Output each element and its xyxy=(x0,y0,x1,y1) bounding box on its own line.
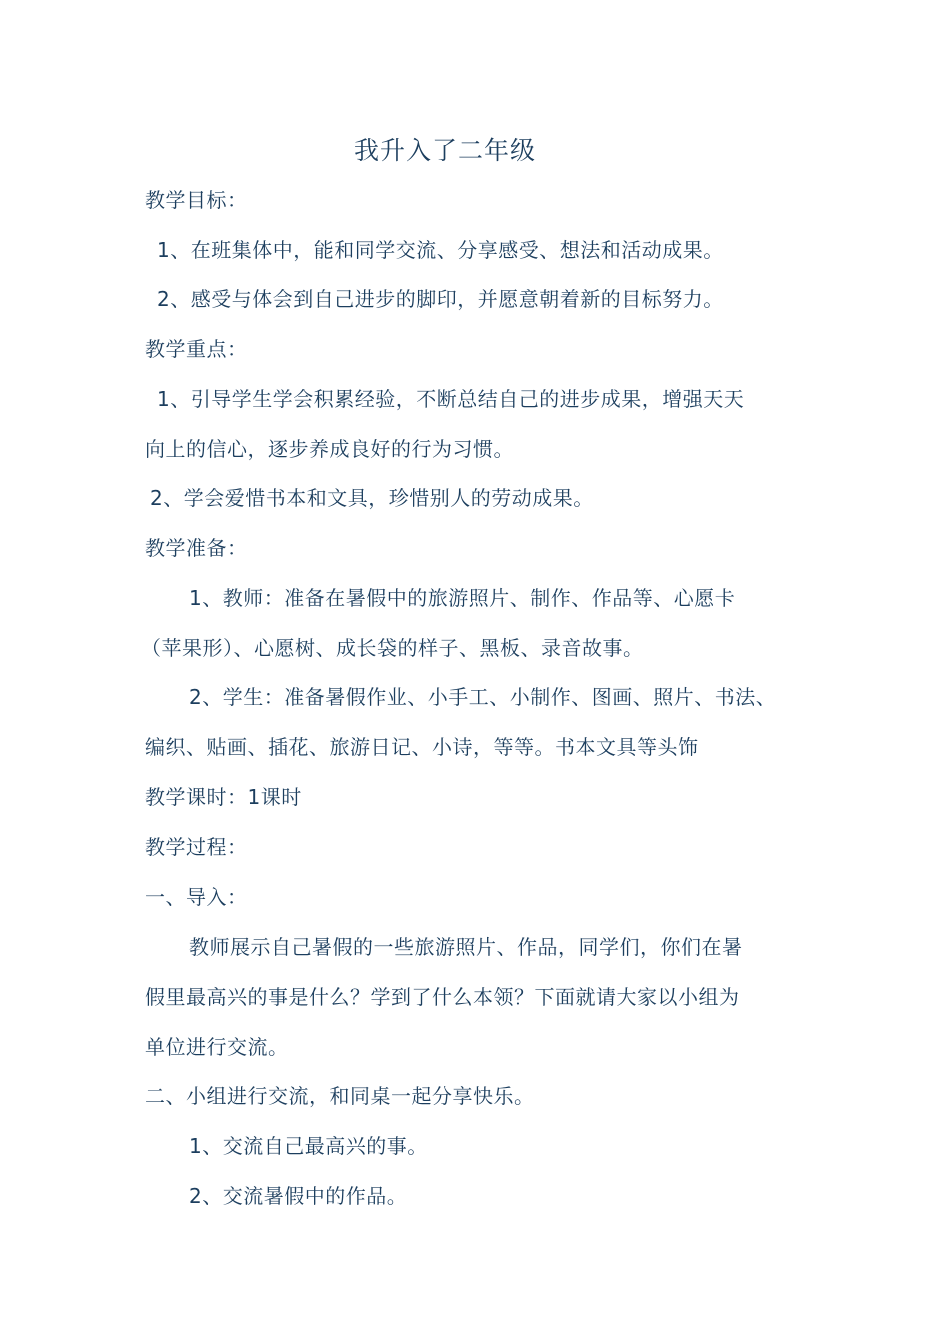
heading-preparation: 教学准备： xyxy=(145,536,248,560)
preparation-students-cont: 编织、贴画、插花、旅游日记、小诗，等等。书本文具等头饰 xyxy=(145,735,699,759)
document-title: 我升入了二年级 xyxy=(353,136,536,165)
section-group-exchange: 二、小组进行交流，和同桌一起分享快乐。 xyxy=(145,1084,535,1108)
heading-key-points: 教学重点： xyxy=(145,337,248,361)
exchange-item-2: 2、交流暑假中的作品。 xyxy=(189,1184,408,1208)
key-point-2: 2、学会爱惜书本和文具，珍惜别人的劳动成果。 xyxy=(150,486,594,510)
objective-2: 2、感受与体会到自己进步的脚印，并愿意朝着新的目标努力。 xyxy=(157,287,724,311)
intro-paragraph-line-1: 教师展示自己暑假的一些旅游照片、作品，同学们，你们在暑 xyxy=(189,935,743,959)
heading-process: 教学过程： xyxy=(145,835,248,859)
intro-paragraph-line-3: 单位进行交流。 xyxy=(145,1035,289,1059)
preparation-students: 2、学生：准备暑假作业、小手工、小制作、图画、照片、书法、 xyxy=(189,685,777,709)
objective-1: 1、在班集体中，能和同学交流、分享感受、想法和活动成果。 xyxy=(157,238,724,262)
exchange-item-1: 1、交流自己最高兴的事。 xyxy=(189,1134,428,1158)
key-point-1-cont: 向上的信心，逐步养成良好的行为习惯。 xyxy=(145,437,514,461)
preparation-teacher: 1、教师：准备在暑假中的旅游照片、制作、作品等、心愿卡 xyxy=(189,586,736,610)
lesson-hours: 教学课时：1课时 xyxy=(145,785,302,809)
preparation-teacher-cont: （苹果形）、心愿树、成长袋的样子、黑板、录音故事。 xyxy=(141,636,644,660)
heading-objectives: 教学目标： xyxy=(145,188,248,212)
intro-paragraph-line-2: 假里最高兴的事是什么？学到了什么本领？下面就请大家以小组为 xyxy=(145,985,740,1009)
key-point-1: 1、引导学生学会积累经验，不断总结自己的进步成果，增强天天 xyxy=(157,387,745,411)
section-intro: 一、导入： xyxy=(145,885,248,909)
